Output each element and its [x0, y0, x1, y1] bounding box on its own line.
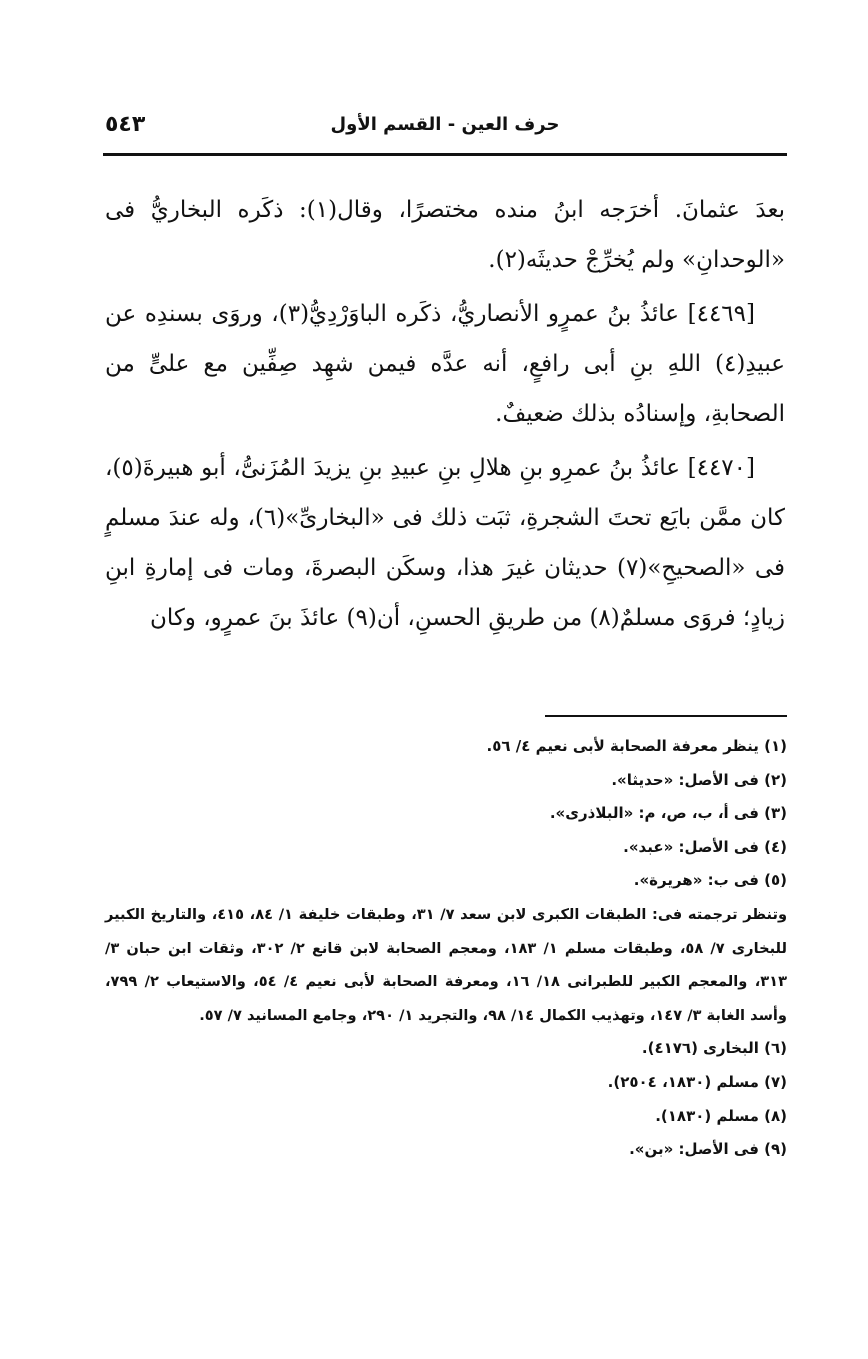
footnote-5-continuation: وتنظر ترجمته فى: الطبقات الكبرى لابن سعد ٧/ ٣١، وطبقات خليفة ١/ ٨٤، ٤١٥، والتاريخ الكبير للبخارى ٧/ ٥٨، وطبقات مسلم ١/ ١٨٣، ومعجم الصحابة لابن قانع ٢/ ٣٠٢، وثقات ابن حبان ٣/ ٣١٣، والمعجم الكبير للطبرانى ١٨/ ١٦، ومعرفة الصحابة لأبى نعيم ٤/ ٥٤، والاستيعاب ٢/ ٧٩٩، وأسد الغابة ٣/ ١٤٧، وتهذيب الكمال ١٤/ ٩٨، والتجريد ١/ ٢٩٠، وجامع المسانيد ٧/ ٥٧. [105, 905, 788, 1024]
footnote-9: (٩) فى الأصل: «بن». [629, 1140, 787, 1159]
footnote-rule [545, 715, 787, 717]
paragraph-continuation: بعدَ عثمانَ. أخرَجه ابنُ منده مختصرًا، وقال(١): ذكَره البخاريُّ فى «الوحدانِ» ولم يُخرِّجْ حديثَه(٢). [105, 197, 785, 273]
header-title: حرف العين - القسم الأول [330, 114, 560, 135]
footnote-7: (٧) مسلم (١٨٣٠، ٢٥٠٤). [607, 1072, 787, 1091]
entry-4469: [٤٤٦٩] عائذُ بنُ عمرٍو الأنصاريُّ، ذكَره الباوَرْدِيُّ(٣)، وروَى بسندِه عن عبيدِ(٤) اللهِ بنِ أبى رافعٍ، أنه عدَّه فيمن شهِد صِفِّين مع علىٍّ من الصحابةِ، وإسنادُه بذلك ضعيفٌ. [105, 301, 785, 427]
footnote-4: (٤) فى الأصل: «عبد». [623, 837, 787, 856]
running-header [103, 108, 787, 148]
entry-4470: [٤٤٧٠] عائذُ بنُ عمرِو بنِ هلالِ بنِ عبيدِ بنِ يزيدَ المُزَنىُّ، أبو هبيرةَ(٥)، كان ممَّن بايَع تحتَ الشجرةِ، ثبَت ذلك فى «البخارىِّ»(٦)، وله عندَ مسلمٍ فى «الصحيحِ»(٧) حديثان غيرَ هذا، وسكَن البصرةَ، ومات فى إمارةِ ابنِ زيادٍ؛ فروَى مسلمٌ(٨) من طريقِ الحسنِ، أن(٩) عائذَ بنَ عمرٍو، وكان [105, 455, 786, 631]
footnote-5: (٥) فى ب: «هريرة». [633, 871, 787, 890]
footnote-8: (٨) مسلم (١٨٣٠). [655, 1106, 787, 1125]
footnote-3: (٣) فى أ، ب، ص، م: «البلاذرى». [549, 804, 787, 823]
page-number: ٥٤٣ [105, 112, 146, 137]
footnotes [105, 730, 787, 1167]
footnote-6: (٦) البخارى (٤١٧٦). [641, 1039, 787, 1058]
footnote-1: (١) ينظر معرفة الصحابة لأبى نعيم ٤/ ٥٦. [486, 737, 787, 755]
header-rule [103, 153, 787, 156]
footnote-2: (٢) فى الأصل: «حديثا». [611, 770, 787, 789]
main-text [105, 185, 785, 647]
